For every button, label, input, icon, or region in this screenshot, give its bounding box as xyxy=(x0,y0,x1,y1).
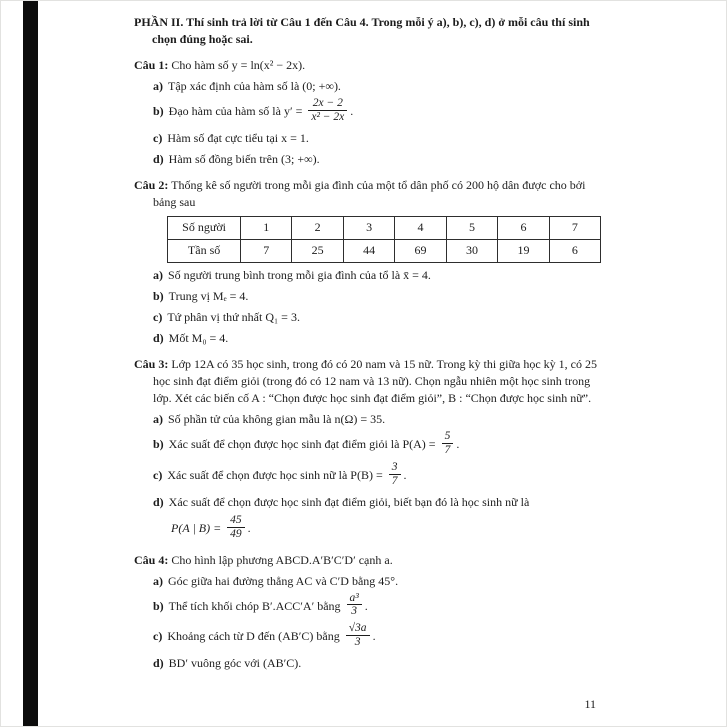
item-label: b) xyxy=(153,289,164,304)
fraction-denominator: 7 xyxy=(389,474,401,488)
question-1 xyxy=(134,57,601,168)
question-4 xyxy=(134,552,601,673)
question-4-intro xyxy=(134,552,601,569)
item-label: c) xyxy=(153,468,163,483)
page-content xyxy=(134,14,601,676)
item-label: c) xyxy=(153,130,163,145)
table-cell: 7 xyxy=(241,240,292,263)
question-3-item-b xyxy=(153,432,601,459)
item-label: b) xyxy=(153,598,164,613)
scan-edge-bar xyxy=(23,1,38,727)
question-3-intro-text: Lớp 12A có 35 học sinh, trong đó có 20 nam và 15 nữ. Trong kỳ thi giữa học kỳ 1, có 25 học sinh đạt điểm giỏi (trong đó có 12 nam và 13 nữ). Chọn ngẫu nhiên một học sinh trong lớp. Xét các biến cố A : “Chọn được học sinh đạt điểm giỏi”, B : “Chọn được học sinh nữ”. xyxy=(153,357,597,406)
item-label: a) xyxy=(153,268,163,282)
item-label: b) xyxy=(153,437,164,452)
item-text-end: . xyxy=(247,520,251,535)
fraction-denominator: 3 xyxy=(346,635,370,649)
item-label: d) xyxy=(153,151,164,166)
item-text: Hàm số đạt cực tiểu tại x = 1. xyxy=(167,130,309,145)
table-cell: 6 xyxy=(498,217,549,240)
item-text: Khoảng cách từ D đến (AB′C) bằng xyxy=(167,629,340,644)
question-2-label: Câu 2: xyxy=(134,177,169,192)
question-3 xyxy=(134,356,601,542)
table-cell: 30 xyxy=(446,240,497,263)
question-4-intro-text: Cho hình lập phương ABCD.A′B′C′D′ cạnh a. xyxy=(171,552,393,567)
question-2-intro-text: Thống kê số người trong mỗi gia đình của một tổ dân phố có 200 hộ dân được cho bởi bảng sau xyxy=(153,177,586,209)
table-cell: 7 xyxy=(549,217,600,240)
question-1-intro-text: Cho hàm số y = ln(x² − 2x). xyxy=(171,58,306,73)
question-2-item-c xyxy=(153,309,601,326)
item-text: Tứ phân vị thứ nhất Q₁ = 3. xyxy=(167,310,300,325)
item-text: Số phần tử của không gian mẫu là n(Ω) = 35. xyxy=(168,412,386,427)
table-cell: 44 xyxy=(343,240,394,263)
item-text-end: . xyxy=(403,468,407,483)
table-row xyxy=(168,240,601,263)
question-1-item-d xyxy=(153,151,601,168)
question-4-item-a xyxy=(153,573,601,590)
table-cell: 2 xyxy=(292,217,343,240)
fraction-numerator: 2x − 2 xyxy=(312,97,343,110)
item-text: Đạo hàm của hàm số là y′ = xyxy=(168,104,303,119)
item-text-end: . xyxy=(350,104,354,119)
question-1-item-a xyxy=(153,78,601,95)
item-label: b) xyxy=(153,104,164,119)
fraction-numerator: 5 xyxy=(444,430,451,443)
formula-lead: P(A | B) = xyxy=(171,520,222,535)
fraction-denominator: 49 xyxy=(227,527,245,541)
section-header: PHẦN II. Thí sinh trả lời từ Câu 1 đến Câu 4. Trong mỗi ý a), b), c), d) ở mỗi câu thí sinh chọn đúng hoặc sai. xyxy=(134,15,590,47)
question-2 xyxy=(134,177,601,347)
item-text: Hàm số đồng biến trên (3; +∞). xyxy=(168,151,320,166)
item-label: a) xyxy=(153,573,163,588)
question-3-item-c xyxy=(153,463,601,490)
item-label: a) xyxy=(153,79,163,94)
item-text: Số người trung bình trong mỗi gia đình của tổ là x̄ = 4. xyxy=(168,268,431,282)
question-3-intro xyxy=(134,356,601,407)
question-4-item-d xyxy=(153,655,601,672)
question-1-intro xyxy=(134,57,601,74)
question-3-item-d xyxy=(153,494,601,543)
item-text: Trung vị Mₑ = 4. xyxy=(168,289,249,304)
question-2-item-d xyxy=(153,330,601,347)
item-label: d) xyxy=(153,494,164,509)
item-label: c) xyxy=(153,310,163,325)
question-2-intro xyxy=(134,177,601,211)
table-cell: 25 xyxy=(292,240,343,263)
item-text-end: . xyxy=(456,437,460,452)
table-cell: 5 xyxy=(446,217,497,240)
fraction-denominator: 7 xyxy=(442,443,454,457)
item-text: Xác suất để chọn được học sinh đạt điểm giỏi, biết bạn đó là học sinh nữ là xyxy=(168,494,530,509)
table-cell: 19 xyxy=(498,240,549,263)
item-text: Tập xác định của hàm số là (0; +∞). xyxy=(168,79,341,94)
fraction-numerator: 3 xyxy=(391,461,398,473)
fraction xyxy=(442,430,454,457)
table-cell: 69 xyxy=(395,240,446,263)
table-cell: 4 xyxy=(395,217,446,240)
page-number: 11 xyxy=(584,697,596,711)
fraction-numerator: 45 xyxy=(230,513,242,526)
table-row xyxy=(168,217,601,240)
frequency-table xyxy=(167,216,601,263)
table-cell: 6 xyxy=(549,240,600,263)
question-4-item-c xyxy=(153,624,601,651)
table-cell: 1 xyxy=(241,217,292,240)
question-2-item-a xyxy=(153,267,601,284)
item-text: Góc giữa hai đường thẳng AC và C′D bằng 45°. xyxy=(168,573,399,588)
item-continuation xyxy=(171,513,601,543)
item-label: c) xyxy=(153,629,163,644)
table-cell: 3 xyxy=(343,217,394,240)
fraction-numerator: a³ xyxy=(349,591,359,604)
item-text: BD′ vuông góc với (AB′C). xyxy=(168,656,302,671)
question-1-label: Câu 1: xyxy=(134,58,169,73)
item-text: Mốt M₀ = 4. xyxy=(168,331,229,346)
question-3-item-a xyxy=(153,411,601,428)
item-text-end: . xyxy=(364,598,368,613)
fraction xyxy=(347,592,362,619)
question-4-label: Câu 4: xyxy=(134,552,169,567)
fraction xyxy=(389,461,401,488)
question-2-item-b xyxy=(153,288,601,305)
item-text: Xác suất để chọn được học sinh đạt điểm giỏi là P(A) = xyxy=(168,437,436,452)
item-text: Thể tích khối chóp B′.ACC′A′ bằng xyxy=(168,598,341,613)
fraction xyxy=(308,97,347,124)
item-label: d) xyxy=(153,656,164,671)
item-text-end: . xyxy=(372,629,376,644)
item-label: d) xyxy=(153,331,164,346)
question-4-item-b xyxy=(153,591,601,621)
fraction-denominator: 3 xyxy=(347,604,362,618)
item-label: a) xyxy=(153,412,163,427)
fraction-numerator: √3a xyxy=(348,622,367,635)
question-1-item-c xyxy=(153,130,601,147)
row-header: Tần số xyxy=(168,240,241,263)
question-1-item-b xyxy=(153,99,601,126)
fraction xyxy=(346,622,370,649)
fraction-denominator: x² − 2x xyxy=(308,110,347,124)
fraction xyxy=(227,514,245,541)
question-3-label: Câu 3: xyxy=(134,357,169,372)
item-text: Xác suất để chọn được học sinh nữ là P(B) = xyxy=(167,468,383,483)
row-header: Số người xyxy=(168,217,241,240)
